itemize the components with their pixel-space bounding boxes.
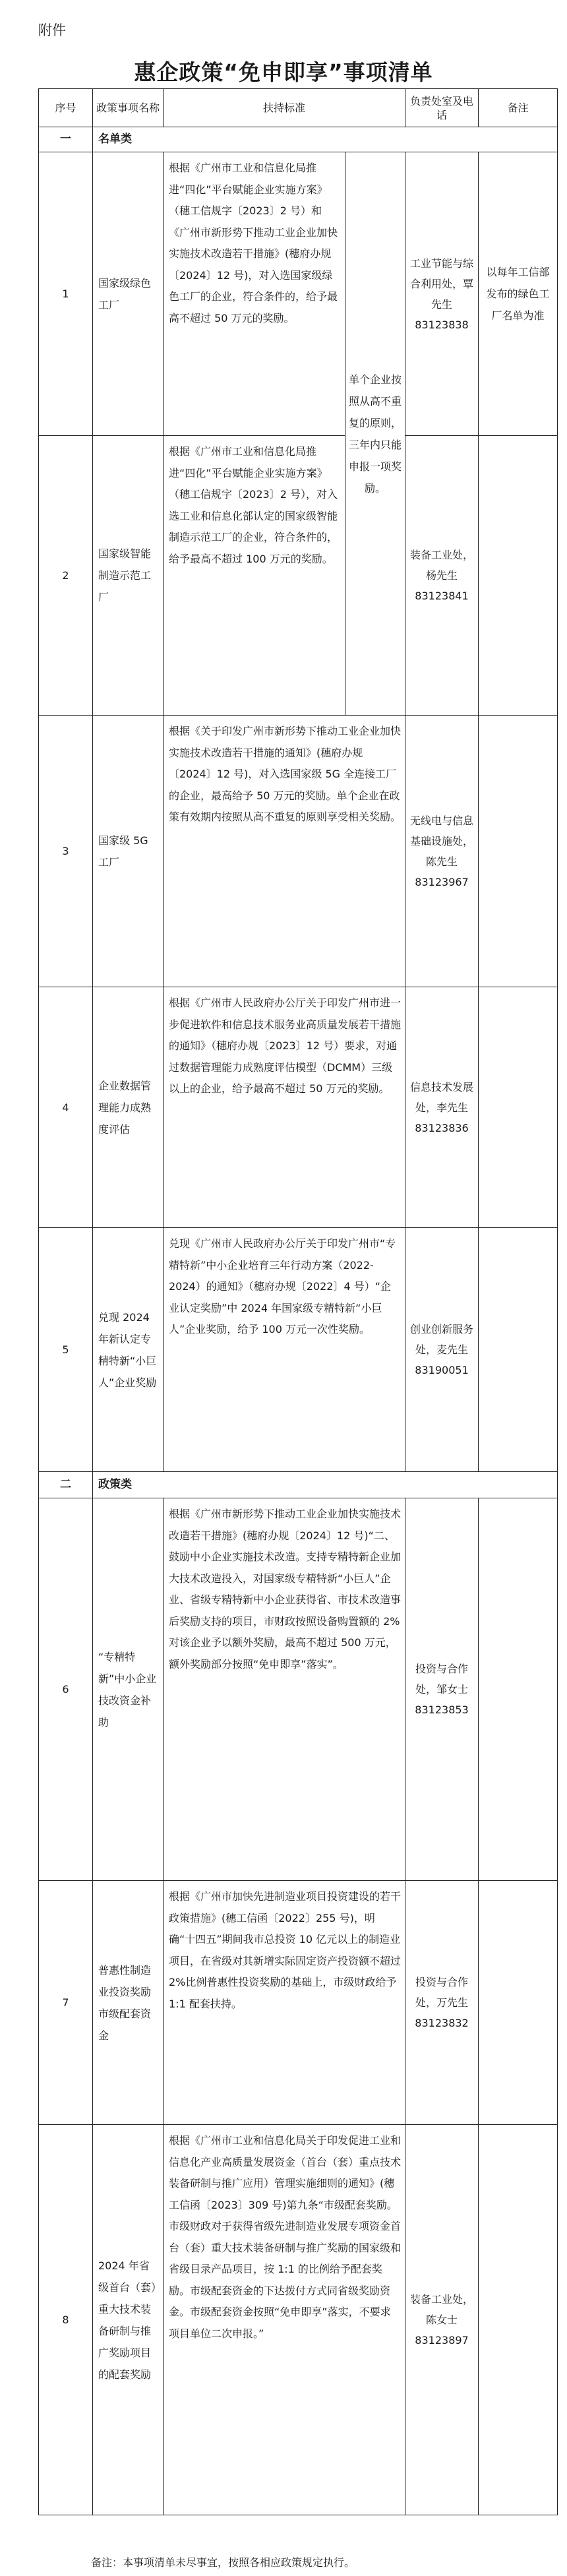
table-row bbox=[39, 152, 558, 436]
row-dept: 投资与合作处，万先生 83123832 bbox=[405, 1881, 479, 2125]
section-number: 一 bbox=[39, 127, 93, 152]
row-dept: 装备工业处，陈女士 83123897 bbox=[405, 2125, 479, 2515]
row-name: 国家级 5G 工厂 bbox=[93, 716, 164, 987]
row-standard: 根据《广州市工业和信息化局推进“四化”平台赋能企业实施方案》（穗工信规字〔2023〕2 号）和《广州市新形势下推动工业企业加快实施技术改造若干措施》(穗府办规〔2024〕12 号)，对入选国家级绿色工厂的企业，符合条件的，给予最高不超过 50 万元的奖励。 bbox=[164, 152, 345, 436]
header-seq: 序号 bbox=[39, 89, 93, 127]
row-name: 兑现 2024 年新认定专精特新“小巨人”企业奖励 bbox=[93, 1228, 164, 1472]
footnote: 备注：本事项清单未尽事宜，按照各相应政策规定执行。 bbox=[91, 2556, 355, 2569]
row-standard: 根据《广州市工业和信息化局关于印发促进工业和信息化产业高质量发展资金（首台（套）重点技术装备研制与推广应用）管理实施细则的通知》(穗工信函〔2023〕309 号)第九条“市级配套奖励。市级财政对于获得省级先进制造业发展专项资金首台（套）重大技术装备研制与推广奖励的国家级和省级目录产品项目，按 1:1 的比例给予配套奖励。市级配套资金的下达拨付方式同省级奖励资金。市级配套资金按照“免申即享”落实，不要求项目单位二次申报。” bbox=[164, 2125, 405, 2515]
table-row bbox=[39, 436, 558, 716]
table-row bbox=[39, 987, 558, 1228]
row-standard: 根据《广州市工业和信息化局推进“四化”平台赋能企业实施方案》（穗工信规字〔2023〕2 号），对入选工业和信息化部认定的国家级智能制造示范工厂的企业，符合条件的，给予最高不超过 100 万元的奖励。 bbox=[164, 436, 345, 716]
header-dept: 负责处室及电话 bbox=[405, 89, 479, 127]
row-standard: 根据《广州市人民政府办公厅关于印发广州市进一步促进软件和信息技术服务业高质量发展若干措施的通知》（穗府办规〔2023〕12 号）要求，对通过数据管理能力成熟度评估模型（DCMM）三级以上的企业，给予最高不超过 50 万元的奖励。 bbox=[164, 987, 405, 1228]
table-row bbox=[39, 1228, 558, 1472]
row-standard: 根据《广州市新形势下推动工业企业加快实施技术改造若干措施》(穗府办规〔2024〕12 号)“二、鼓励中小企业实施技术改造。支持专精特新企业加大技术改造投入，对国家级专精特新“小巨人”企业、省级专精特新中小企业获得省、市技术改造事后奖励支持的项目，市财政按照设备购置额的 2%对该企业予以额外奖励，最高不超过 500 万元，额外奖励部分按照“免申即享”落实”。 bbox=[164, 1498, 405, 1881]
row-seq: 8 bbox=[39, 2125, 93, 2515]
header-note: 备注 bbox=[479, 89, 558, 127]
row-note: 以每年工信部发布的绿色工厂名单为准 bbox=[479, 152, 558, 436]
row-seq: 3 bbox=[39, 716, 93, 987]
section-number: 二 bbox=[39, 1472, 93, 1498]
row-dept: 创业创新服务处，麦先生 83190051 bbox=[405, 1228, 479, 1472]
row-seq: 4 bbox=[39, 987, 93, 1228]
row-note-empty bbox=[479, 987, 558, 1228]
attachment-label: 附件 bbox=[38, 22, 66, 38]
row-dept: 投资与合作处，邹女士 83123853 bbox=[405, 1498, 479, 1881]
policy-table bbox=[38, 88, 558, 2515]
row-standard: 根据《广州市加快先进制造业项目投资建设的若干政策措施》(穗工信函〔2022〕255 号)，明确“十四五”期间我市总投资 10 亿元以上的制造业项目，在省级对其新增实际固定资产投资额不超过 2%比例普惠性投资奖励的基础上，市级财政给予 1:1 配套扶持。 bbox=[164, 1881, 405, 2125]
row-standard: 根据《关于印发广州市新形势下推动工业企业加快实施技术改造若干措施的通知》(穗府办规〔2024〕12 号)，对入选国家级 5G 全连接工厂的企业，最高给予 50 万元的奖励。单个企业在政策有效期内按照从高不重复的原则享受相关奖励。 bbox=[164, 716, 405, 987]
section-row bbox=[39, 1472, 558, 1498]
row-name: 国家级智能制造示范工厂 bbox=[93, 436, 164, 716]
row-standard: 兑现《广州市人民政府办公厅关于印发广州市“专精特新”中小企业培育三年行动方案（2022-2024）的通知》（穗府办规〔2022〕4 号）“企业认定奖励”中 2024 年国家级专精特新“小巨人”企业奖励，给予 100 万元一次性奖励。 bbox=[164, 1228, 405, 1472]
section-title: 政策类 bbox=[93, 1472, 558, 1498]
row-seq: 1 bbox=[39, 152, 93, 436]
row-name: 2024 年省级首台（套）重大技术装备研制与推广奖励项目的配套奖励 bbox=[93, 2125, 164, 2515]
header-standard: 扶持标准 bbox=[164, 89, 405, 127]
header-row bbox=[39, 89, 558, 127]
table-row bbox=[39, 716, 558, 987]
row-dept: 信息技术发展处，李先生 83123836 bbox=[405, 987, 479, 1228]
row-seq: 6 bbox=[39, 1498, 93, 1881]
page-title: 惠企政策“免申即享”事项清单 bbox=[134, 59, 433, 85]
row-seq: 7 bbox=[39, 1881, 93, 2125]
row-dept: 无线电与信息基础设施处，陈先生 83123967 bbox=[405, 716, 479, 987]
row-note-empty bbox=[479, 1498, 558, 1881]
merged-policy-note: 单个企业按照从高不重复的原则，三年内只能申报一项奖励。 bbox=[345, 152, 405, 716]
section-title: 名单类 bbox=[93, 127, 558, 152]
row-name: 普惠性制造业投资奖励市级配套资金 bbox=[93, 1881, 164, 2125]
row-note-empty bbox=[479, 1881, 558, 2125]
row-note-empty bbox=[479, 1228, 558, 1472]
table-row bbox=[39, 1498, 558, 1881]
row-dept: 工业节能与综合利用处，覃先生 83123838 bbox=[405, 152, 479, 436]
row-note-empty bbox=[479, 2125, 558, 2515]
row-name: “专精特新”中小企业技改资金补助 bbox=[93, 1498, 164, 1881]
row-dept: 装备工业处，杨先生 83123841 bbox=[405, 436, 479, 716]
section-row bbox=[39, 127, 558, 152]
row-note-empty bbox=[479, 436, 558, 716]
row-seq: 2 bbox=[39, 436, 93, 716]
table-row bbox=[39, 2125, 558, 2515]
row-name: 国家级绿色工厂 bbox=[93, 152, 164, 436]
row-seq: 5 bbox=[39, 1228, 93, 1472]
table-row bbox=[39, 1881, 558, 2125]
row-name: 企业数据管理能力成熟度评估 bbox=[93, 987, 164, 1228]
header-name: 政策事项名称 bbox=[93, 89, 164, 127]
row-note-empty bbox=[479, 716, 558, 987]
